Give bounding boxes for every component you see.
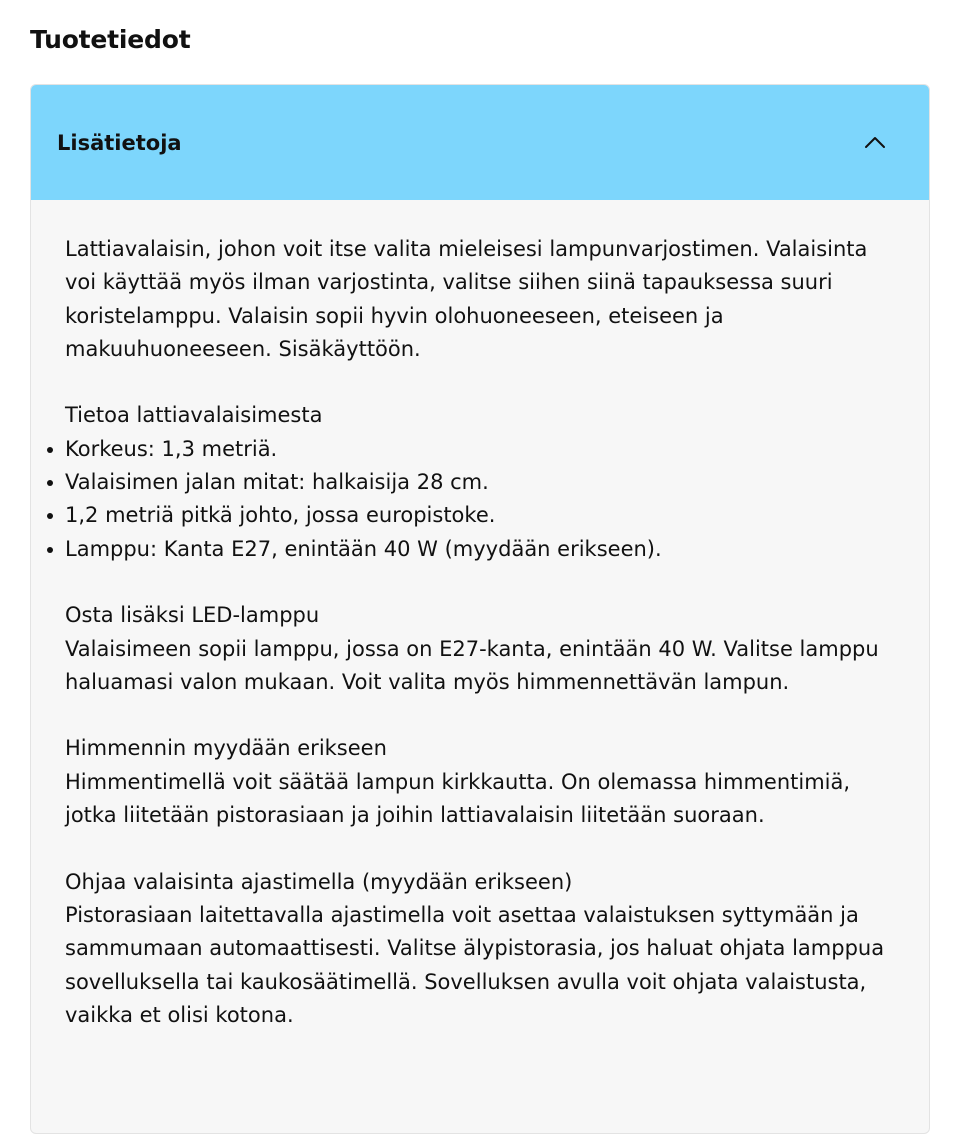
dimmer-block xyxy=(65,732,899,832)
dimmer-heading: Himmennin myydään erikseen xyxy=(65,736,387,761)
bulb-heading: Osta lisäksi LED-lamppu xyxy=(65,603,320,628)
chevron-up-icon[interactable] xyxy=(863,131,887,155)
section-title: Tuotetiedot xyxy=(30,25,191,54)
timer-block xyxy=(65,866,899,1032)
timer-text: Pistorasiaan laitettavalla ajastimella voit asettaa valaistuksen syttymään ja sammumaan automaattisesti. Valitse älypistorasia, jos haluat ohjata lamppua sovelluksella tai kaukosäätimellä. Sovelluksen avulla voit ohjata valaistusta, vaikka et olisi kotona. xyxy=(65,902,885,1027)
list-item: Lamppu: Kanta E27, enintään 40 W (myydään erikseen). xyxy=(65,533,899,566)
accordion-header[interactable] xyxy=(31,85,929,200)
specs-block xyxy=(65,399,899,565)
accordion-body xyxy=(31,200,929,1052)
list-item: 1,2 metriä pitkä johto, jossa europistoke. xyxy=(65,499,899,532)
list-item: Korkeus: 1,3 metriä. xyxy=(65,433,899,466)
bulb-block xyxy=(65,599,899,699)
accordion-title: Lisätietoja xyxy=(57,130,182,155)
specs-list xyxy=(65,433,899,566)
list-item: Valaisimen jalan mitat: halkaisija 28 cm. xyxy=(65,466,899,499)
specs-heading: Tietoa lattiavalaisimesta xyxy=(65,403,323,428)
intro-text: Lattiavalaisin, johon voit itse valita mieleisesi lampunvarjostimen. Valaisinta voi käyttää myös ilman varjostinta, valitse siihen siinä tapauksessa suuri koristelamppu. Valaisin sopii hyvin olohuoneeseen, eteiseen ja makuuhuoneeseen. Sisäkäyttöön. xyxy=(65,237,868,361)
dimmer-text: Himmentimellä voit säätää lampun kirkkautta. On olemassa himmentimiä, jotka liitetään pistorasiaan ja joihin lattiavalaisin liitetään suoraan. xyxy=(65,769,851,828)
accordion-more-info xyxy=(30,84,930,1134)
bulb-text: Valaisimeen sopii lamppu, jossa on E27-kanta, enintään 40 W. Valitse lamppu haluamasi valon mukaan. Voit valita myös himmennettävän lampun. xyxy=(65,636,879,694)
timer-heading: Ohjaa valaisinta ajastimella (myydään erikseen) xyxy=(65,869,573,894)
